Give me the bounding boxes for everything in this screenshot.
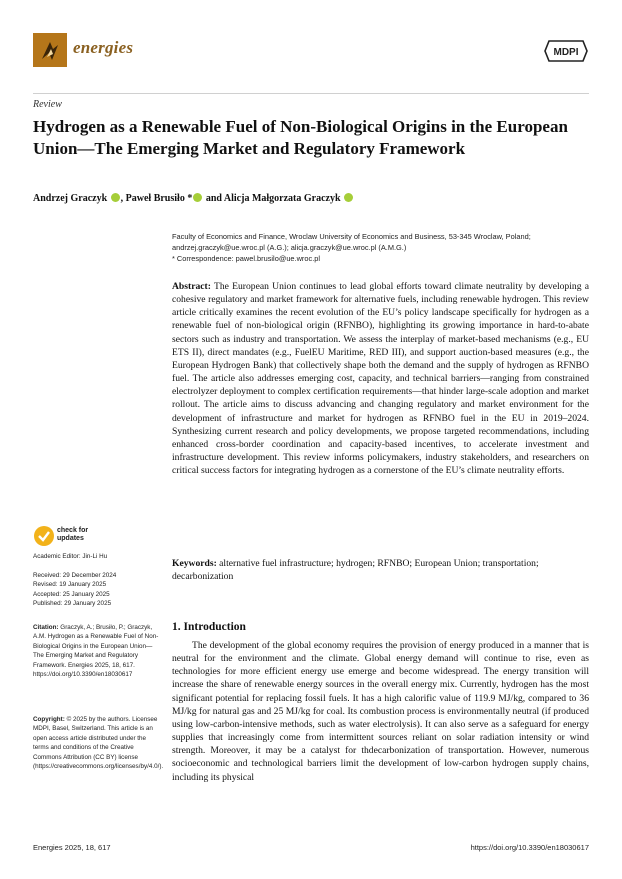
citation-text[interactable]: Graczyk, A.; Brusiło, P.; Graczyk, A.M. Hydrogen as a Renewable Fuel of Non-Biological Origins in the European Union—The Emerging Market and Regulatory Framework. Energies 2025, 18, 617. https://doi.org/10.3390/en18030617 (33, 624, 159, 679)
affiliation-block (172, 231, 592, 264)
author-separator: and (203, 193, 224, 204)
footer-doi-link[interactable]: https://doi.org/10.3390/en18030617 (470, 843, 589, 852)
header-divider (33, 93, 589, 94)
copyright-block (33, 715, 164, 771)
citation-block (33, 623, 161, 679)
author-name[interactable]: Paweł Brusiło * (125, 193, 193, 204)
journal-name[interactable]: energies (73, 38, 134, 57)
journal-header (33, 33, 589, 71)
journal-logo-icon (33, 33, 67, 67)
citation-label: Citation: (33, 624, 59, 631)
copyright-text[interactable]: © 2025 by the authors. Licensee MDPI, Basel, Switzerland. This article is an open access article distributed under the terms and conditions of the Creative Commons Attribution (CC BY) license (https://creativecommons.org/licenses/by/4.0/). (33, 716, 164, 771)
keywords-label: Keywords: (172, 558, 217, 569)
revised-date: Revised: 19 January 2025 (33, 581, 107, 589)
footer-citation: Energies 2025, 18, 617 (33, 843, 111, 852)
mdpi-logo-icon[interactable] (543, 39, 589, 63)
correspondence[interactable]: * Correspondence: pawel.brusilo@ue.wroc.pl (172, 254, 321, 263)
author-list (33, 193, 593, 204)
published-date: Published: 29 January 2025 (33, 600, 112, 608)
orcid-icon[interactable] (344, 193, 353, 202)
keywords-text: alternative fuel infrastructure; hydrogen; RFNBO; European Union; transportation; decarbonization (172, 558, 539, 583)
abstract-text: The European Union continues to lead global efforts toward climate neutrality by developing a cohesive regulatory and market framework for alternative fuels, including renewable hydrogen. This review article critically examines the recent evolution of the EU’s policy landscape specifically for hydrogen as a renewable fuel of non-biological origin (RFNBO), highlighting its growing importance in hard-to-abate sectors such as industry and transportation. We assess the interplay of market-based mechanisms (e.g., EU ETS II), direct mandates (e.g., FuelEU Maritime, RED III), and support auction-based measures (e.g., the European Hydrogen Bank) that collectively shape both the demand and the supply of hydrogen as RFNBO fuel. The article also addresses emerging cost, capacity, and technical barriers—ranging from constrained electrolyzer deployment to complex certification requirements—that hinder large-scale adoption and market rollout. The article aims to discuss advancing and changing regulatory and market environment for the development of infrastructure and market for hydrogen as RFNBO fuel in the EU in 2019–2024. Synthesizing current research and policy developments, we propose targeted recommendations, including enhanced cross-border coordination and capacity-based incentives, to accelerate investment and infrastructure development. This review informs policymakers, industry stakeholders, and researchers on critical success factors for integrating hydrogen as a cornerstone of the EU’s climate neutrality efforts. (172, 281, 589, 477)
check-updates-icon (33, 525, 55, 547)
check-line1: check for (57, 527, 89, 534)
affiliation-line: Faculty of Economics and Finance, Wroclaw University of Economics and Business, 53-345 Wroclaw, Poland; (172, 232, 531, 241)
article-type: Review (33, 99, 62, 110)
copyright-label: Copyright: (33, 716, 65, 723)
article-title: Hydrogen as a Renewable Fuel of Non-Biological Origins in the European Union—The Emerging Market and Regulatory Framework (33, 117, 568, 158)
author-name[interactable]: Andrzej Graczyk (33, 193, 108, 204)
accepted-date: Accepted: 25 January 2025 (33, 590, 110, 598)
orcid-icon[interactable] (111, 193, 120, 202)
dates-block (33, 571, 161, 609)
author-name[interactable]: Alicja Małgorzata Graczyk (223, 193, 341, 204)
keywords (172, 557, 589, 583)
check-line2: updates (57, 535, 84, 542)
section-heading: 1. Introduction (172, 621, 246, 633)
abstract-label: Abstract: (172, 281, 211, 292)
received-date: Received: 29 December 2024 (33, 572, 117, 579)
academic-editor: Academic Editor: Jin-Li Hu (33, 553, 108, 560)
author-separator: , (120, 193, 126, 204)
publisher-name: MDPI (553, 47, 579, 58)
orcid-icon[interactable] (193, 193, 202, 202)
introduction-text: The development of the global economy requires the provision of energy produced in a manner that is neutral for the environment and the climate. Global energy demand will continue to rise, even as technologies for more efficient energy use emerge and become widespread. The energy transition will increase the share of renewable energy sources in the overall energy mix. Currently, hydrogen has the most significant potential for replacing fossil fuels. It has a high calorific value of 119.9 MJ/kg, compared to 36 MJ/kg for natural gas and 25 MJ/kg for coal. Its combustion process is environmentally neutral (if produced using low-carbon-intensive methods, such as water electrolysis). It can also serve as a safeguard for energy supplies that increasingly come from intermittent sources reliant on solar radiation intensity or wind strength. Moreover, it may be a catalyst for thdecarbonization of transportation. However, numerous socioeconomic and technological barriers limit the development of low-carbon hydrogen supply chains, including its physical (172, 640, 589, 783)
abstract (172, 280, 589, 477)
check-for-updates-badge[interactable] (33, 525, 113, 549)
affiliation-emails[interactable]: andrzej.graczyk@ue.wroc.pl (A.G.); alicja.graczyk@ue.wroc.pl (A.M.G.) (172, 243, 407, 252)
